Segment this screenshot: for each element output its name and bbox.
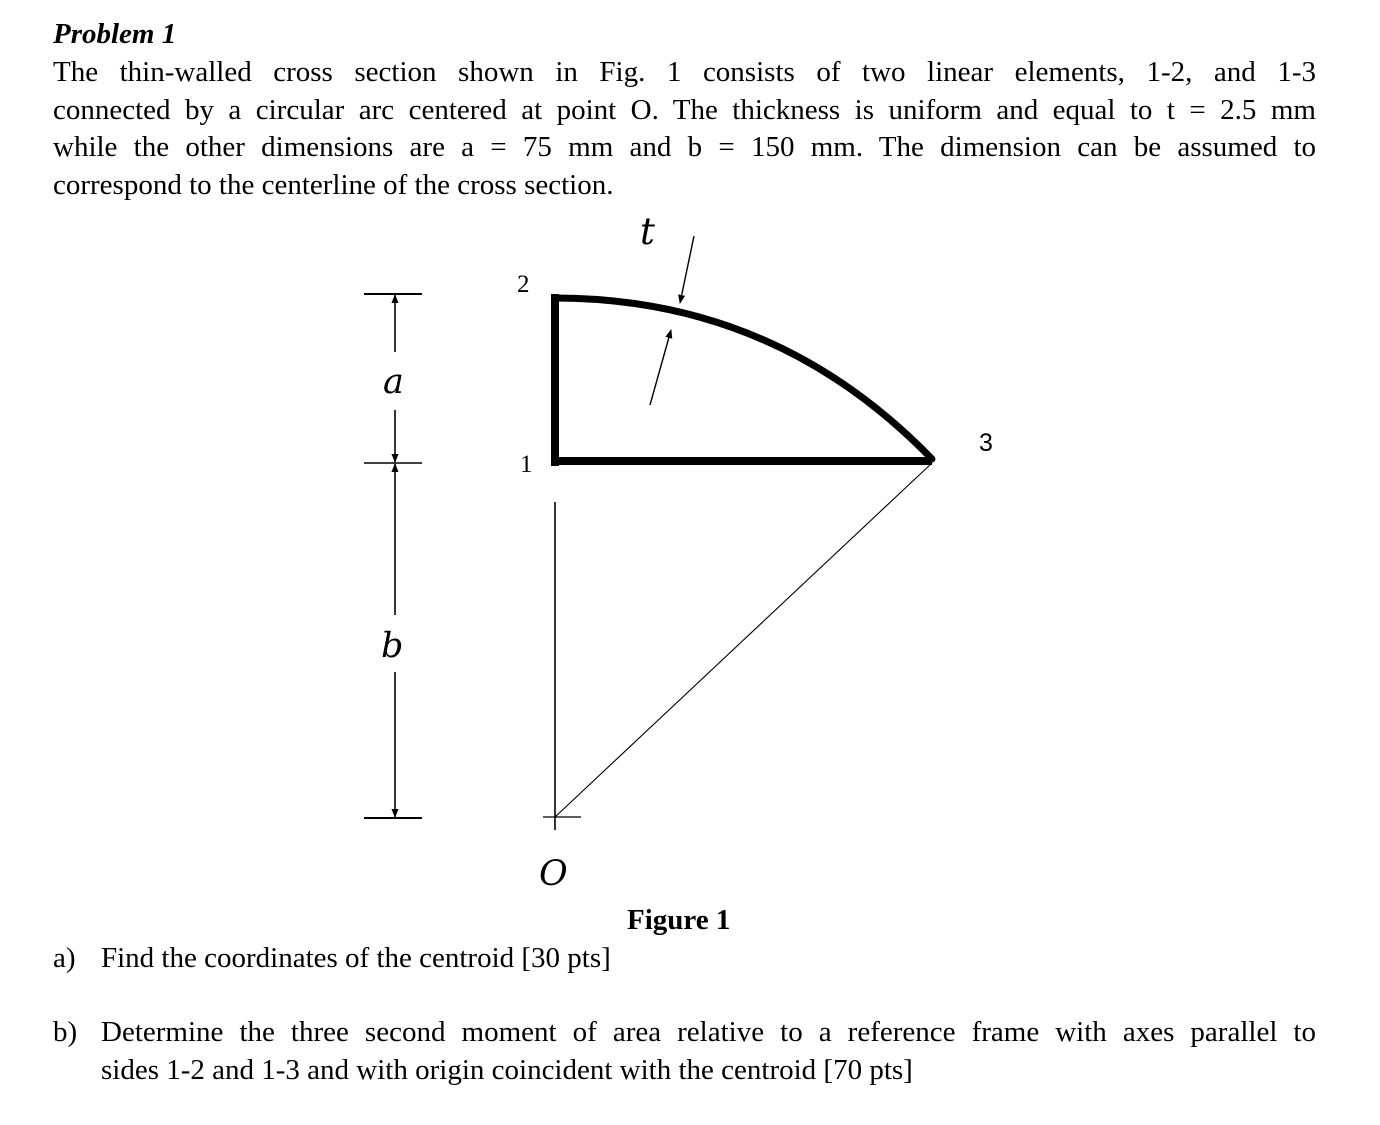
point-label-1: 1 [520,451,533,478]
t-symbol: t [640,210,655,253]
question-line: sides 1-2 and 1-3 and with origin coincident with the centroid [70 pts] [101,1053,913,1086]
arc-2-3 [555,298,932,459]
line-o-to-3 [555,463,932,817]
problem-title: Problem 1 [53,18,177,50]
a-symbol: a [383,362,404,402]
b-symbol: b [381,626,404,666]
thickness-arrow-top [680,236,694,303]
figure-caption: Figure 1 [627,904,731,936]
question-marker: b) [53,1016,78,1048]
statement-line: connected by a circular arc centered at point O. The thickness is uniform and equal to t = 2.5 mm [53,93,1316,126]
question-marker: a) [53,942,76,974]
origin-symbol: O [539,854,568,894]
question-line: Determine the three second moment of area relative to a reference frame with axes parallel to [101,1016,1316,1048]
point-label-3: 3 [979,429,993,457]
statement-line: while the other dimensions are a = 75 mm and b = 150 mm. The dimension can be assumed to [53,131,1316,163]
statement-line: The thin-walled cross section shown in Fig. 1 consists of two linear elements, 1-2, and 1-3 [53,56,1316,88]
question-line: Find the coordinates of the centroid [30 pts] [101,942,611,974]
point-label-2: 2 [517,271,530,298]
statement-line: correspond to the centerline of the cross section. [53,168,614,201]
thickness-arrow-bottom [650,330,671,405]
